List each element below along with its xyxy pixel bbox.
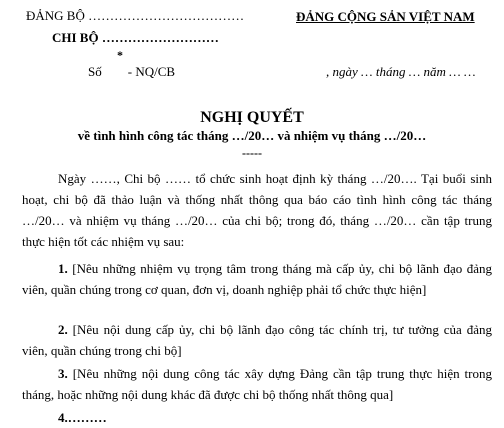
divider-dashes: ----- xyxy=(242,146,262,160)
paragraph-intro: Ngày ……, Chi bộ …… tổ chức sinh hoạt định kỳ tháng …/20…. Tại buổi sinh hoạt, chi bộ đã thảo luận và thống nhất thông qua báo cáo tình hình công tác tháng …/20… và nhiệm vụ tháng …/20… của chi bộ; trong đó, tháng …/20… cần tập trung thực hiện tốt các nhiệm vụ sau: xyxy=(22,171,492,249)
item-text: [Nêu những nhiệm vụ trọng tâm trong tháng mà cấp ủy, chi bộ lãnh đạo đảng viên, quần chúng trong cơ quan, đơn vị, doanh nghiệp phải tổ chức thực hiện] xyxy=(22,261,492,297)
document-title: NGHỊ QUYẾT xyxy=(200,109,304,126)
item-number: 1. xyxy=(58,261,68,276)
item-text: [Nêu nội dung cấp ủy, chi bộ lãnh đạo công tác chính trị, tư tưởng của đảng viên, quần chúng trong chi bộ] xyxy=(22,322,492,358)
paragraph-item-3 xyxy=(22,363,492,405)
party-name: ĐẢNG CỘNG SẢN VIỆT NAM xyxy=(296,9,475,24)
number-label: Số xyxy=(88,64,102,79)
paragraph-item-2 xyxy=(22,319,492,361)
number-code: - NQ/CB xyxy=(127,64,176,79)
document-subtitle: về tình hình công tác tháng …/20… và nhiệm vụ tháng …/20… xyxy=(77,128,427,143)
item-number: 3. xyxy=(58,366,68,381)
date-line: , ngày … tháng … năm … … xyxy=(326,64,476,79)
item-text: [Nêu những nội dung công tác xây dựng Đảng cần tập trung thực hiện trong tháng, hoặc những nội dung khác đã được chi bộ thống nhất thông qua] xyxy=(22,366,492,402)
paragraph-item-1 xyxy=(22,258,492,300)
star-mark: * xyxy=(117,48,123,62)
paragraph-item-4: 4.……… xyxy=(58,410,107,425)
party-committee-line: ĐẢNG BỘ ……………………………… xyxy=(26,8,245,23)
document-number xyxy=(88,64,175,80)
party-cell-line: CHI BỘ ……………………… xyxy=(52,30,219,45)
item-number: 2. xyxy=(58,322,68,337)
